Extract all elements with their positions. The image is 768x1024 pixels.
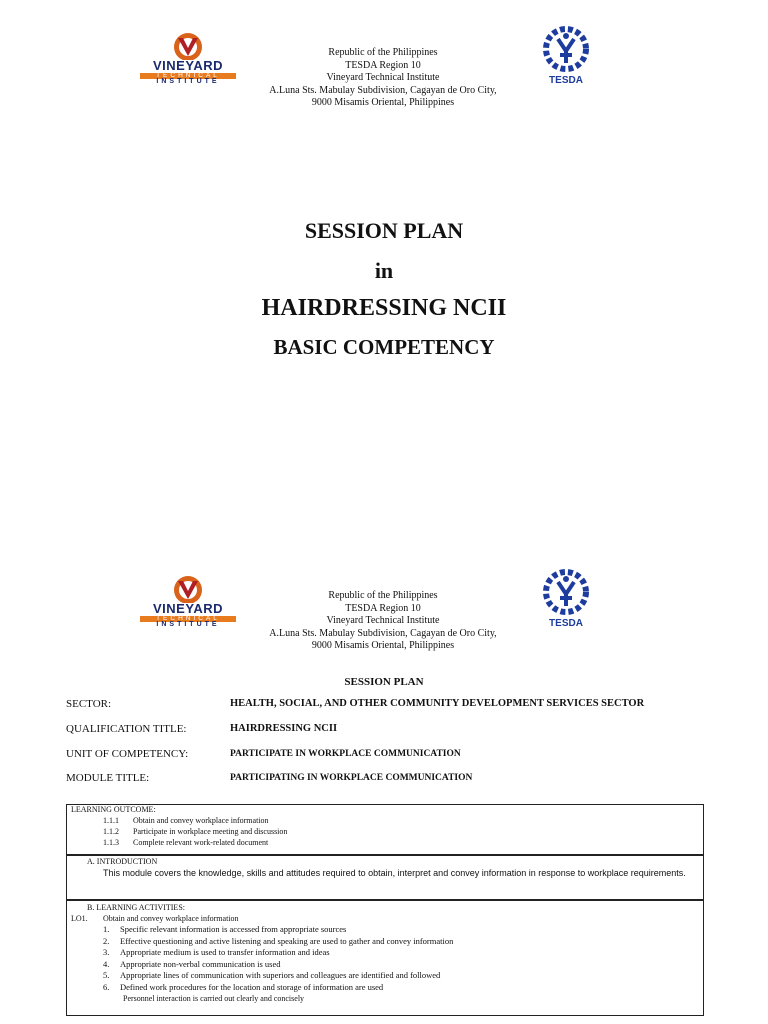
activities-title: B. LEARNING ACTIVITIES: xyxy=(87,903,185,912)
cover-title: SESSION PLAN xyxy=(304,218,464,243)
address-line: Vineyard Technical Institute xyxy=(326,615,440,626)
address-line: Republic of the Philippines xyxy=(328,590,438,601)
list-item: 1. Specific relevant information is accessed from appropriate sources xyxy=(103,924,347,934)
learning-outcome-box xyxy=(66,804,704,856)
cover-competency: BASIC COMPETENCY xyxy=(273,335,495,359)
list-item: 1.1.2 Participate in workplace meeting and discussion xyxy=(103,827,288,836)
list-item: 5. Appropriate lines of communication with superiors and colleagues are identified and followed xyxy=(103,970,441,980)
list-item: 1.1.1 Obtain and convey workplace information xyxy=(103,816,269,825)
field-label-qualification: QUALIFICATION TITLE: xyxy=(66,723,187,735)
tesda-logo-text: TESDA xyxy=(549,618,583,629)
tesda-logo xyxy=(538,568,594,630)
cover-in: in xyxy=(374,258,394,283)
field-value-sector: HEALTH, SOCIAL, AND OTHER COMMUNITY DEVELOPMENT SERVICES SECTOR xyxy=(230,698,645,709)
learning-outcome-title: LEARNING OUTCOME: xyxy=(71,805,156,814)
introduction-title: A. INTRODUCTION xyxy=(87,857,158,866)
address-line: TESDA Region 10 xyxy=(345,602,421,614)
address-line: 9000 Misamis Oriental, Philippines xyxy=(311,640,455,651)
vineyard-logo-sub1: TECHNICAL xyxy=(156,72,220,79)
tesda-logo-text: TESDA xyxy=(549,75,583,86)
address-line: Republic of the Philippines xyxy=(328,47,438,58)
list-item: 6. Defined work procedures for the location and storage of information are used xyxy=(103,981,384,992)
field-label-sector: SECTOR: xyxy=(66,698,112,710)
field-value-unit: PARTICIPATE IN WORKPLACE COMMUNICATION xyxy=(230,749,461,759)
field-label-unit: UNIT OF COMPETENCY: xyxy=(66,748,189,760)
address-block-2 xyxy=(233,590,533,653)
activities-list xyxy=(103,924,453,1005)
list-item: 4. Appropriate non-verbal communication is used xyxy=(103,958,281,969)
lo-label: LO1. xyxy=(71,914,88,923)
vineyard-logo xyxy=(138,575,238,631)
vineyard-logo-sub2: INSTITUTE xyxy=(156,78,220,85)
address-line: Vineyard Technical Institute xyxy=(326,72,440,83)
field-value-module: PARTICIPATING IN WORKPLACE COMMUNICATION xyxy=(230,773,473,783)
vineyard-logo-sub1: TECHNICAL xyxy=(156,615,220,622)
introduction-text: This module covers the knowledge, skills and attitudes required to obtain, interpret and convey information in response to workplace requirements. xyxy=(103,868,686,878)
list-item: 1.1.3 Complete relevant work-related document xyxy=(103,838,269,847)
address-line: 9000 Misamis Oriental, Philippines xyxy=(311,97,455,108)
tesda-logo xyxy=(538,25,594,87)
page-header-2 xyxy=(0,573,768,653)
address-line: A.Luna Sts. Mabulay Subdivision, Cagayan de Oro City, xyxy=(269,627,497,639)
vineyard-logo-sub2: INSTITUTE xyxy=(156,621,220,628)
list-item-extra: Personnel interaction is carried out clearly and concisely xyxy=(123,994,305,1003)
learning-activities-box xyxy=(66,899,704,1016)
vineyard-logo-title: VINEYARD xyxy=(153,58,223,73)
session-plan-heading: SESSION PLAN xyxy=(344,676,424,688)
address-line: A.Luna Sts. Mabulay Subdivision, Cagayan de Oro City, xyxy=(269,84,497,96)
learning-outcome-list xyxy=(103,815,287,848)
tesda-gear-icon xyxy=(538,568,594,618)
vineyard-logo xyxy=(138,32,238,88)
list-item: 2. Effective questioning and active listening and speaking are used to gather and convey information xyxy=(103,935,454,946)
lo-text: Obtain and convey workplace information xyxy=(103,914,239,923)
tesda-gear-icon xyxy=(538,25,594,75)
introduction-box xyxy=(66,854,704,901)
list-item: 3. Appropriate medium is used to transfer information and ideas xyxy=(103,947,330,957)
address-block-1 xyxy=(233,47,533,110)
cover-subject: HAIRDRESSING NCII xyxy=(261,295,507,321)
page-header-1 xyxy=(0,30,768,110)
field-label-module: MODULE TITLE: xyxy=(66,772,150,784)
vineyard-logo-title: VINEYARD xyxy=(153,601,223,616)
address-line: TESDA Region 10 xyxy=(345,59,421,71)
field-value-qualification: HAIRDRESSING NCII xyxy=(230,723,338,734)
